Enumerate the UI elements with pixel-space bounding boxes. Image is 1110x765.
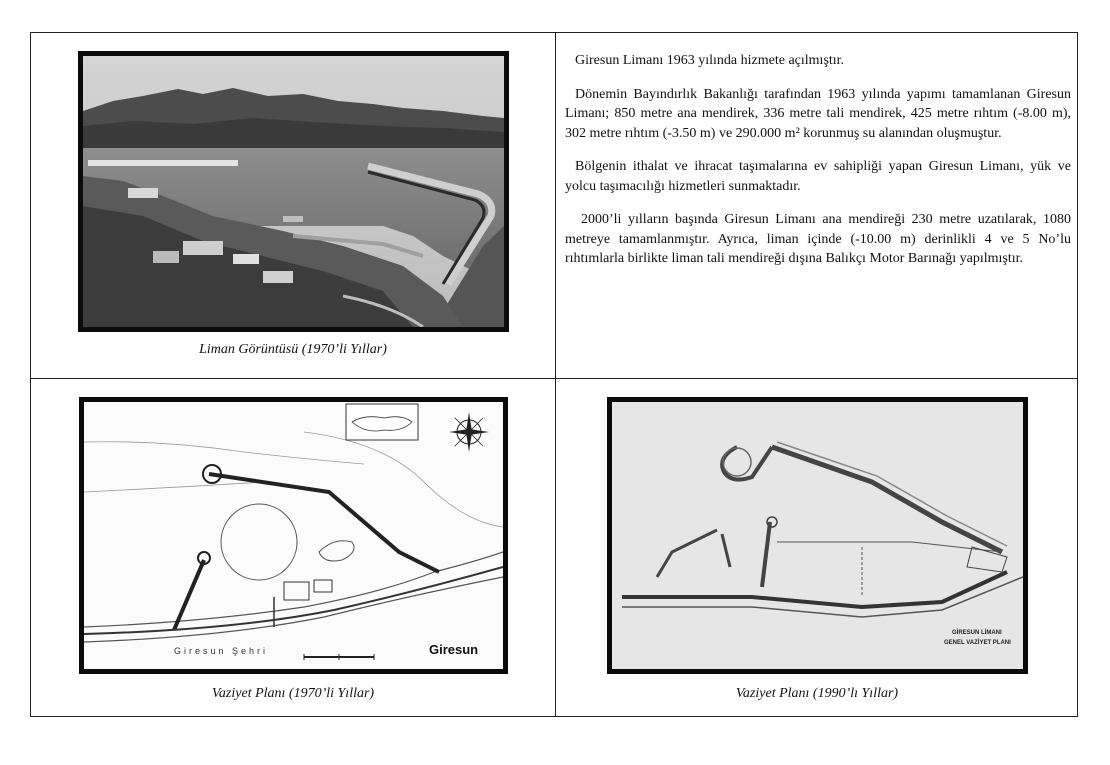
document-table [30, 32, 1078, 717]
plan70-caption: Vaziyet Planı (1970’li Yıllar) [211, 686, 375, 701]
plan90-caption: Vaziyet Planı (1990’lı Yıllar) [735, 686, 899, 701]
harbour-photo [78, 51, 509, 332]
row-divider [31, 378, 1077, 379]
plan70-city-label: Giresun Şehri [174, 646, 269, 656]
paragraph-extension: 2000’li yılların başında Giresun Limanı ana mendireği 230 metre uzatılarak, 1080 metreye tamamlanmıştır. Ayrıca, liman içinde (-10.00 m) derinlikli 4 ve 5 No’lu rıhtımlarla birlikte liman tali mendireği dışına Balıkçı Motor Barınağı yapılmıştır. [565, 212, 1071, 266]
site-plan-1990s [607, 397, 1028, 674]
site-plan-1970s [79, 397, 508, 674]
paragraph-services: Bölgenin ithalat ve ihracat taşımalarına ev sahipliği yapan Giresun Limanı, yük ve yolcu taşımacılığı hizmetleri sunmaktadır. [565, 159, 1071, 194]
plan90-title-line1: GİRESUN LİMANI [952, 630, 1002, 636]
column-divider [555, 33, 556, 716]
description-text [565, 51, 1071, 283]
photo-caption: Liman Görüntüsü (1970’li Yıllar) [199, 342, 387, 357]
paragraph-opening: Giresun Limanı 1963 yılında hizmete açılmıştır. [575, 53, 845, 68]
compass-rose-icon [449, 412, 489, 452]
paragraph-construction: Dönemin Bayındırlık Bakanlığı tarafından 1963 yılında yapımı tamamlanan Giresun Limanı; 850 metre ana mendirek, 336 metre tali mendirek, 425 metre rıhtım (-8.00 m), 302 metre rıhtım (-3.50 m) ve 290.000 m² korunmuş su alanından oluşmuştur. [565, 86, 1071, 141]
plan70-brand-label: Giresun [429, 642, 479, 657]
plan90-title-line2: GENEL VAZİYET PLANI [944, 640, 1011, 646]
